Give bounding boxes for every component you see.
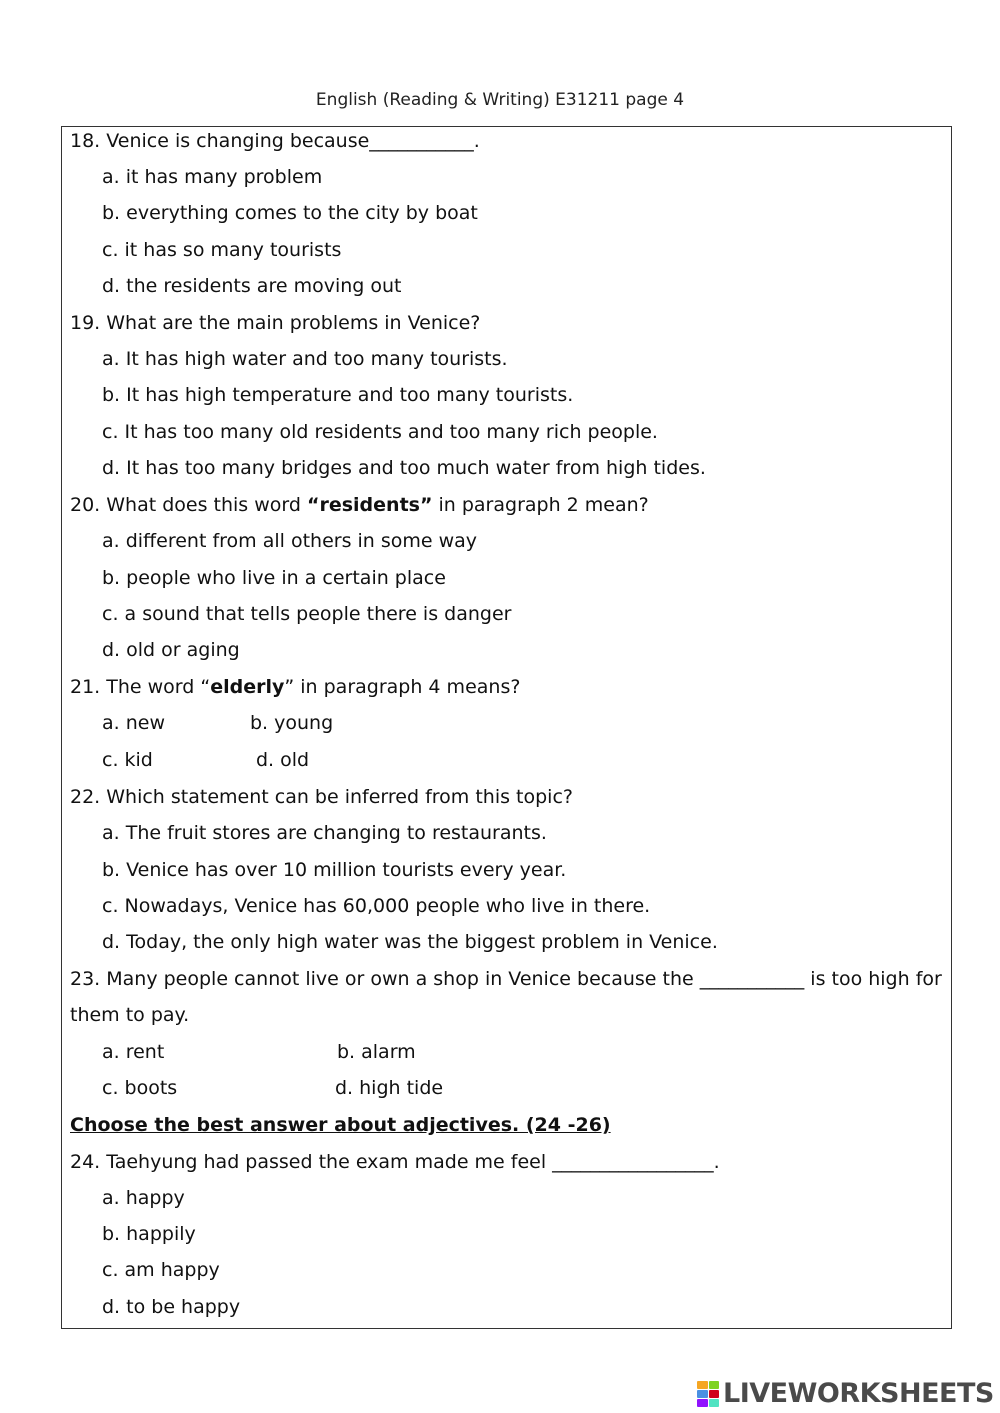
q20-stem-pre: 20. What does this word — [70, 494, 307, 516]
question-19: 19. What are the main problems in Venice? — [70, 312, 481, 334]
q23-option-c[interactable]: c. boots — [102, 1077, 178, 1099]
logo-block — [709, 1381, 720, 1389]
q19-option-d[interactable]: d. It has too many bridges and too much water from high tides. — [102, 457, 706, 479]
q21-option-d[interactable]: d. old — [256, 749, 310, 771]
q21-option-a[interactable]: a. new — [102, 712, 165, 734]
logo-block — [709, 1390, 720, 1398]
q19-option-b[interactable]: b. It has high temperature and too many tourists. — [102, 384, 574, 406]
q20-stem-post: in paragraph 2 mean? — [432, 494, 649, 516]
section-heading: Choose the best answer about adjectives. (24 -26) — [70, 1114, 611, 1136]
q21-stem-post: ” in paragraph 4 means? — [284, 676, 521, 698]
question-21 — [70, 675, 520, 699]
q23-option-d[interactable]: d. high tide — [335, 1077, 444, 1099]
q24-option-b[interactable]: b. happily — [102, 1223, 196, 1245]
q20-option-d[interactable]: d. old or aging — [102, 639, 240, 661]
logo-blocks-icon — [697, 1381, 719, 1407]
question-24: 24. Taehyung had passed the exam made me feel _________________. — [70, 1151, 720, 1173]
q19-option-c[interactable]: c. It has too many old residents and too many rich people. — [102, 421, 658, 443]
q20-option-c[interactable]: c. a sound that tells people there is danger — [102, 603, 512, 625]
question-20 — [70, 493, 649, 517]
q22-option-d[interactable]: d. Today, the only high water was the biggest problem in Venice. — [102, 931, 718, 953]
liveworksheets-logo — [697, 1378, 994, 1409]
q18-option-b[interactable]: b. everything comes to the city by boat — [102, 202, 478, 224]
q21-option-c[interactable]: c. kid — [102, 749, 153, 771]
q21-option-b[interactable]: b. young — [250, 712, 334, 734]
q23-option-b[interactable]: b. alarm — [337, 1041, 416, 1063]
q18-option-c[interactable]: c. it has so many tourists — [102, 239, 342, 261]
q22-option-c[interactable]: c. Nowadays, Venice has 60,000 people who live in there. — [102, 895, 651, 917]
question-18: 18. Venice is changing because___________. — [70, 130, 480, 152]
logo-block — [709, 1399, 720, 1407]
q22-option-b[interactable]: b. Venice has over 10 million tourists every year. — [102, 859, 567, 881]
q18-option-d[interactable]: d. the residents are moving out — [102, 275, 402, 297]
q20-option-a[interactable]: a. different from all others in some way — [102, 530, 478, 552]
q18-option-a[interactable]: a. it has many problem — [102, 166, 323, 188]
question-22: 22. Which statement can be inferred from this topic? — [70, 786, 573, 808]
page-header: English (Reading & Writing) E31211 page 4 — [315, 90, 685, 110]
q21-keyword: elderly — [210, 676, 285, 698]
question-23-line-1: 23. Many people cannot live or own a shop in Venice because the ___________ is too high for — [70, 968, 942, 990]
logo-block — [697, 1399, 708, 1407]
logo-block — [697, 1381, 708, 1389]
q23-option-a[interactable]: a. rent — [102, 1041, 165, 1063]
q21-stem-pre: 21. The word “ — [70, 676, 211, 698]
q24-option-c[interactable]: c. am happy — [102, 1259, 220, 1281]
q19-option-a[interactable]: a. It has high water and too many tourists. — [102, 348, 508, 370]
question-box — [61, 126, 952, 1329]
question-23-line-2: them to pay. — [70, 1004, 190, 1026]
logo-block — [697, 1390, 708, 1398]
q22-option-a[interactable]: a. The fruit stores are changing to restaurants. — [102, 822, 547, 844]
q20-keyword: “residents” — [306, 494, 433, 516]
q24-option-a[interactable]: a. happy — [102, 1187, 185, 1209]
q20-option-b[interactable]: b. people who live in a certain place — [102, 567, 446, 589]
q24-option-d[interactable]: d. to be happy — [102, 1296, 241, 1318]
logo-text: LIVEWORKSHEETS — [723, 1378, 994, 1409]
